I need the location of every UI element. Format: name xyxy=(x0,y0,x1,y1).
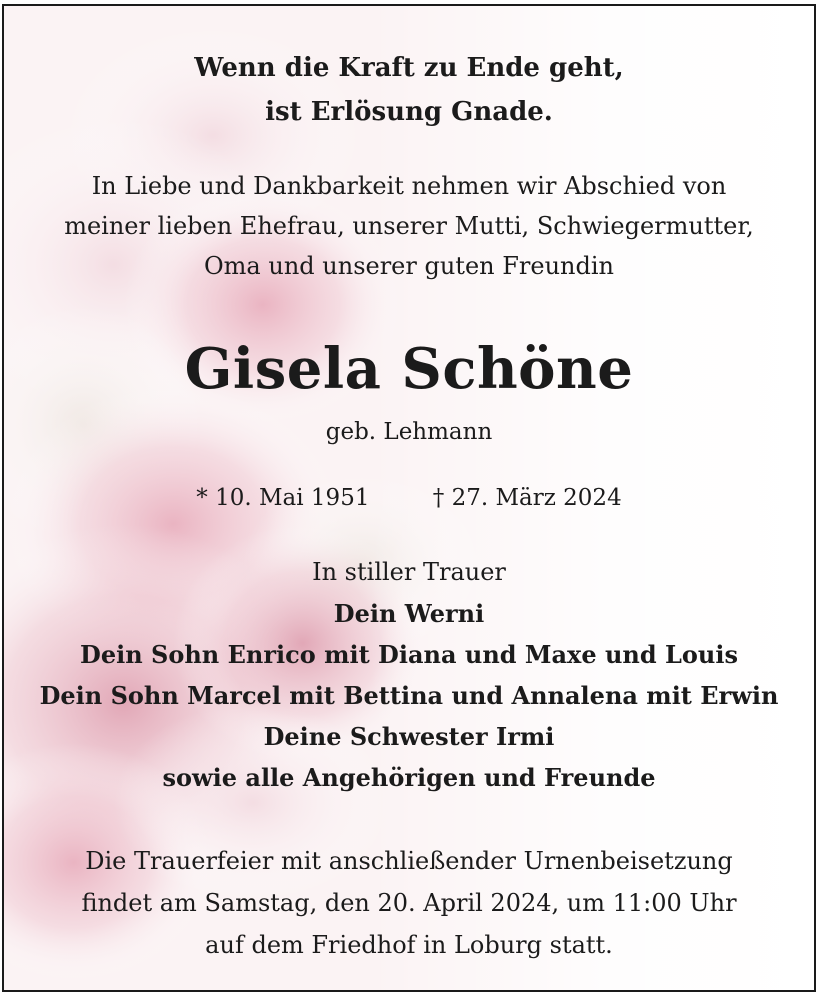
mourner-name: Dein Sohn Marcel mit Bettina und Annalena mit Erwin xyxy=(39,681,779,710)
intro-line: In Liebe und Dankbarkeit nehmen wir Abschied von xyxy=(91,172,727,200)
mourners-list xyxy=(4,552,814,798)
life-dates xyxy=(4,480,814,516)
obituary-card xyxy=(2,4,816,992)
mourner-name: Deine Schwester Irmi xyxy=(263,722,555,751)
motto-line: ist Erlösung Gnade. xyxy=(265,97,553,127)
deceased-name: Gisela Schöne xyxy=(184,336,634,402)
motto-line: Wenn die Kraft zu Ende geht, xyxy=(194,53,624,83)
intro-line: Oma und unserer guten Freundin xyxy=(204,252,614,280)
mourner-name: Dein Sohn Enrico mit Diana und Maxe und Louis xyxy=(80,640,738,669)
service-line: findet am Samstag, den 20. April 2024, um 11:00 Uhr xyxy=(81,889,737,917)
intro-line: meiner lieben Ehefrau, unserer Mutti, Schwiegermutter, xyxy=(64,212,754,240)
mourners-heading: In stiller Trauer xyxy=(312,558,506,586)
birth-date: * 10. Mai 1951 xyxy=(196,485,370,511)
service-info xyxy=(4,840,814,966)
mourner-name: Dein Werni xyxy=(333,599,485,628)
death-date: † 27. März 2024 xyxy=(432,485,622,511)
intro-text xyxy=(4,166,814,286)
service-line: auf dem Friedhof in Loburg statt. xyxy=(205,931,613,959)
mourner-name: sowie alle Angehörigen und Freunde xyxy=(162,763,656,792)
motto xyxy=(4,46,814,134)
birth-name: geb. Lehmann xyxy=(325,419,493,445)
service-line: Die Trauerfeier mit anschließender Urnenbeisetzung xyxy=(85,847,733,875)
